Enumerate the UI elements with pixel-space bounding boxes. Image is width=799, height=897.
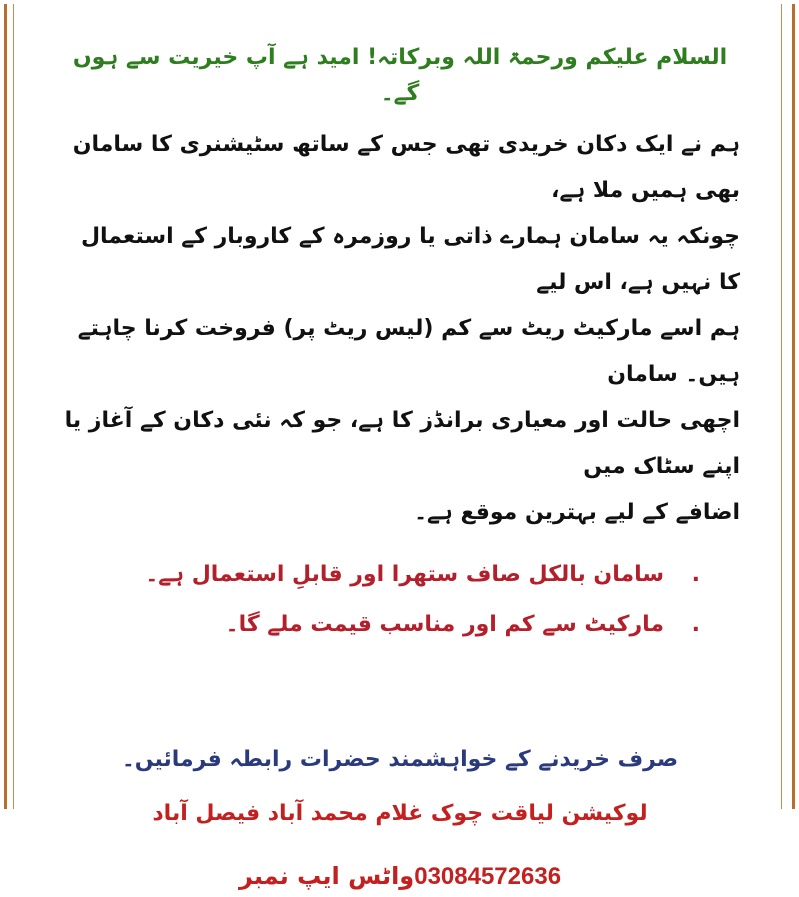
phone-number: 03084572636 (414, 863, 562, 890)
bullet-dot-icon: . (691, 612, 700, 637)
paragraph-line: اچھی حالت اور معیاری برانڈز کا ہے، جو کہ نئی دکان کے آغاز یا اپنے سٹاک میں (64, 408, 740, 479)
feature-list (60, 550, 700, 650)
flyer-content (60, 40, 740, 897)
paragraph-line: ہم نے ایک دکان خریدی تھی جس کے ساتھ سٹیشنری کا سامان بھی ہمیں ملا ہے، (72, 132, 740, 203)
paragraph-line: ہم اسے مارکیٹ ریٹ سے کم (لیس ریٹ پر) فروخت کرنا چاہتے ہیں۔ سامان (77, 316, 740, 387)
closing-line: صرف خریدنے کے خواہشمند حضرات رابطہ فرمائیں۔ (121, 747, 679, 772)
feature-text: سامان بالکل صاف ستھرا اور قابلِ استعمال ہے۔ (145, 562, 664, 587)
paragraph-line: چونکہ یہ سامان ہمارے ذاتی یا روزمرہ کے کاروبار کے استعمال کا نہیں ہے، اس لیے (80, 224, 740, 295)
feature-text: مارکیٹ سے کم اور مناسب قیمت ملے گا۔ (225, 612, 664, 637)
bullet-dot-icon: . (691, 562, 700, 587)
feature-item (60, 550, 700, 600)
location-line: لوکیشن لیاقت چوک غلام محمد آباد فیصل آباد (152, 801, 648, 826)
feature-item (60, 600, 700, 650)
phone-label: واٹس ایپ نمبر (238, 862, 415, 890)
phone-line (60, 856, 740, 897)
description-paragraph (60, 122, 740, 536)
paragraph-line: اضافے کے لیے بہترین موقع ہے۔ (414, 500, 740, 525)
greeting-line: السلام علیکم ورحمۃ اللہ وبرکاتہ! امید ہے آپ خیریت سے ہوں گے۔ (72, 45, 728, 106)
